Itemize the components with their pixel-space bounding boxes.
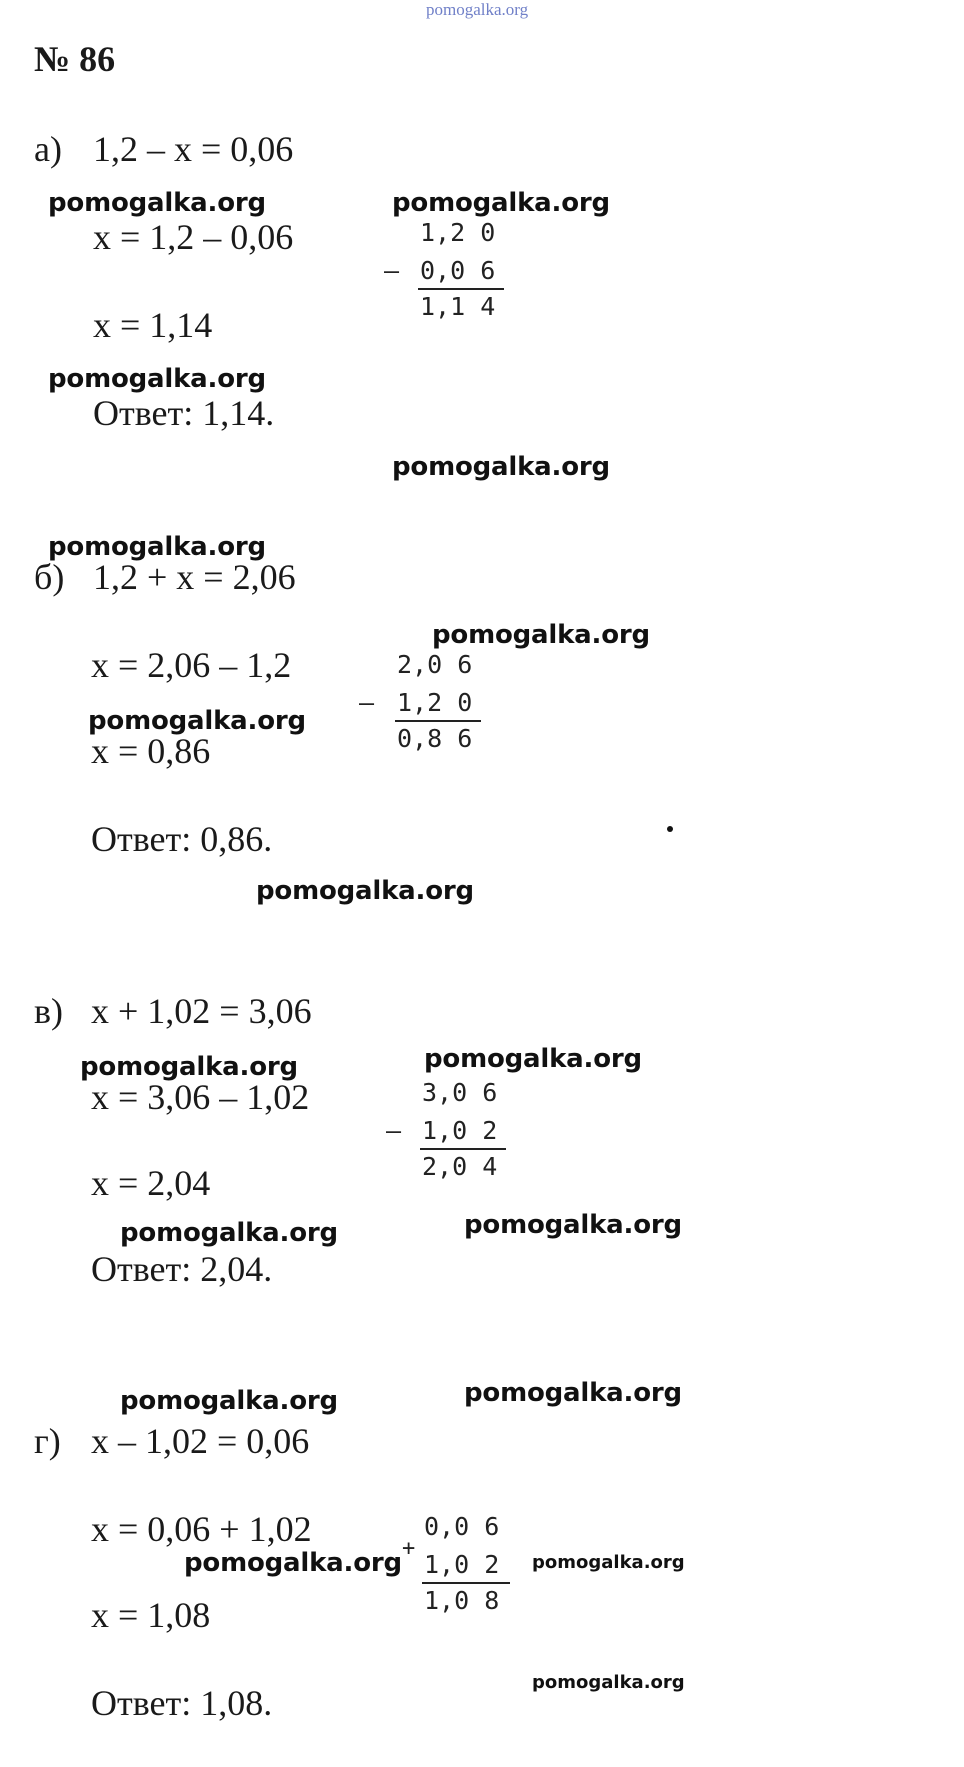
part-c-step1: x = 3,06 – 1,02 [91,1077,310,1117]
part-a-column-calculation [384,218,520,328]
part-d-step1: x = 0,06 + 1,02 [91,1509,312,1549]
part-d-column-calculation [402,1512,524,1622]
column-operator: – [384,256,400,285]
part-d-equation: x – 1,02 = 0,06 [91,1421,310,1461]
watermark: pomogalka.org [432,620,650,650]
column-operator: – [386,1116,402,1145]
watermark: pomogalka.org [424,1044,642,1074]
watermark: pomogalka.org [48,532,266,562]
column-result: 0,8 6 [397,724,473,753]
column-top: 3,0 6 [422,1078,498,1107]
part-b-step1: x = 2,06 – 1,2 [91,645,292,685]
column-bottom: 1,0 2 [424,1550,500,1579]
part-a-step2: x = 1,14 [93,305,213,345]
part-b-label: б) [34,557,65,597]
watermark: pomogalka.org [48,364,266,394]
column-bottom: 1,0 2 [422,1116,498,1145]
part-b-step2: x = 0,86 [91,731,211,771]
watermark: pomogalka.org [120,1218,338,1248]
part-d-label: г) [34,1421,61,1461]
column-line [422,1582,510,1584]
part-b-equation: 1,2 + x = 2,06 [93,557,296,597]
part-d-answer: Ответ: 1,08. [91,1683,273,1723]
column-line [395,720,481,722]
column-top: 0,0 6 [424,1512,500,1541]
watermark-small: pomogalka.org [532,1552,685,1573]
column-result: 1,0 8 [424,1586,500,1615]
part-a-answer: Ответ: 1,14. [93,393,275,433]
part-b-column-calculation [359,650,497,760]
watermark: pomogalka.org [48,188,266,218]
part-c-label: в) [34,991,63,1031]
part-c-equation: x + 1,02 = 3,06 [91,991,312,1031]
watermark: pomogalka.org [184,1548,402,1578]
watermark: pomogalka.org [464,1210,682,1240]
stray-dot [667,826,673,832]
column-top: 1,2 0 [420,218,496,247]
column-top: 2,0 6 [397,650,473,679]
column-operator: – [359,688,375,717]
part-d-step2: x = 1,08 [91,1595,211,1635]
watermark: pomogalka.org [464,1378,682,1408]
watermark: pomogalka.org [392,188,610,218]
part-c-answer: Ответ: 2,04. [91,1249,273,1289]
part-c-step2: x = 2,04 [91,1163,211,1203]
watermark: pomogalka.org [80,1052,298,1082]
column-result: 1,1 4 [420,292,496,321]
part-a-equation: 1,2 – x = 0,06 [93,129,294,169]
column-result: 2,0 4 [422,1152,498,1181]
column-line [420,1148,506,1150]
top-watermark: pomogalka.org [426,0,529,19]
part-b-answer: Ответ: 0,86. [91,819,273,859]
watermark: pomogalka.org [88,706,306,736]
column-bottom: 0,0 6 [420,256,496,285]
column-operator: + [402,1536,416,1561]
column-bottom: 1,2 0 [397,688,473,717]
watermark: pomogalka.org [256,876,474,906]
part-c-column-calculation [386,1078,522,1188]
watermark: pomogalka.org [392,452,610,482]
watermark-small: pomogalka.org [532,1672,685,1693]
problem-number: № 86 [34,39,116,79]
column-line [418,288,504,290]
watermark: pomogalka.org [120,1386,338,1416]
part-a-label: а) [34,129,62,169]
part-a-step1: x = 1,2 – 0,06 [93,217,294,257]
